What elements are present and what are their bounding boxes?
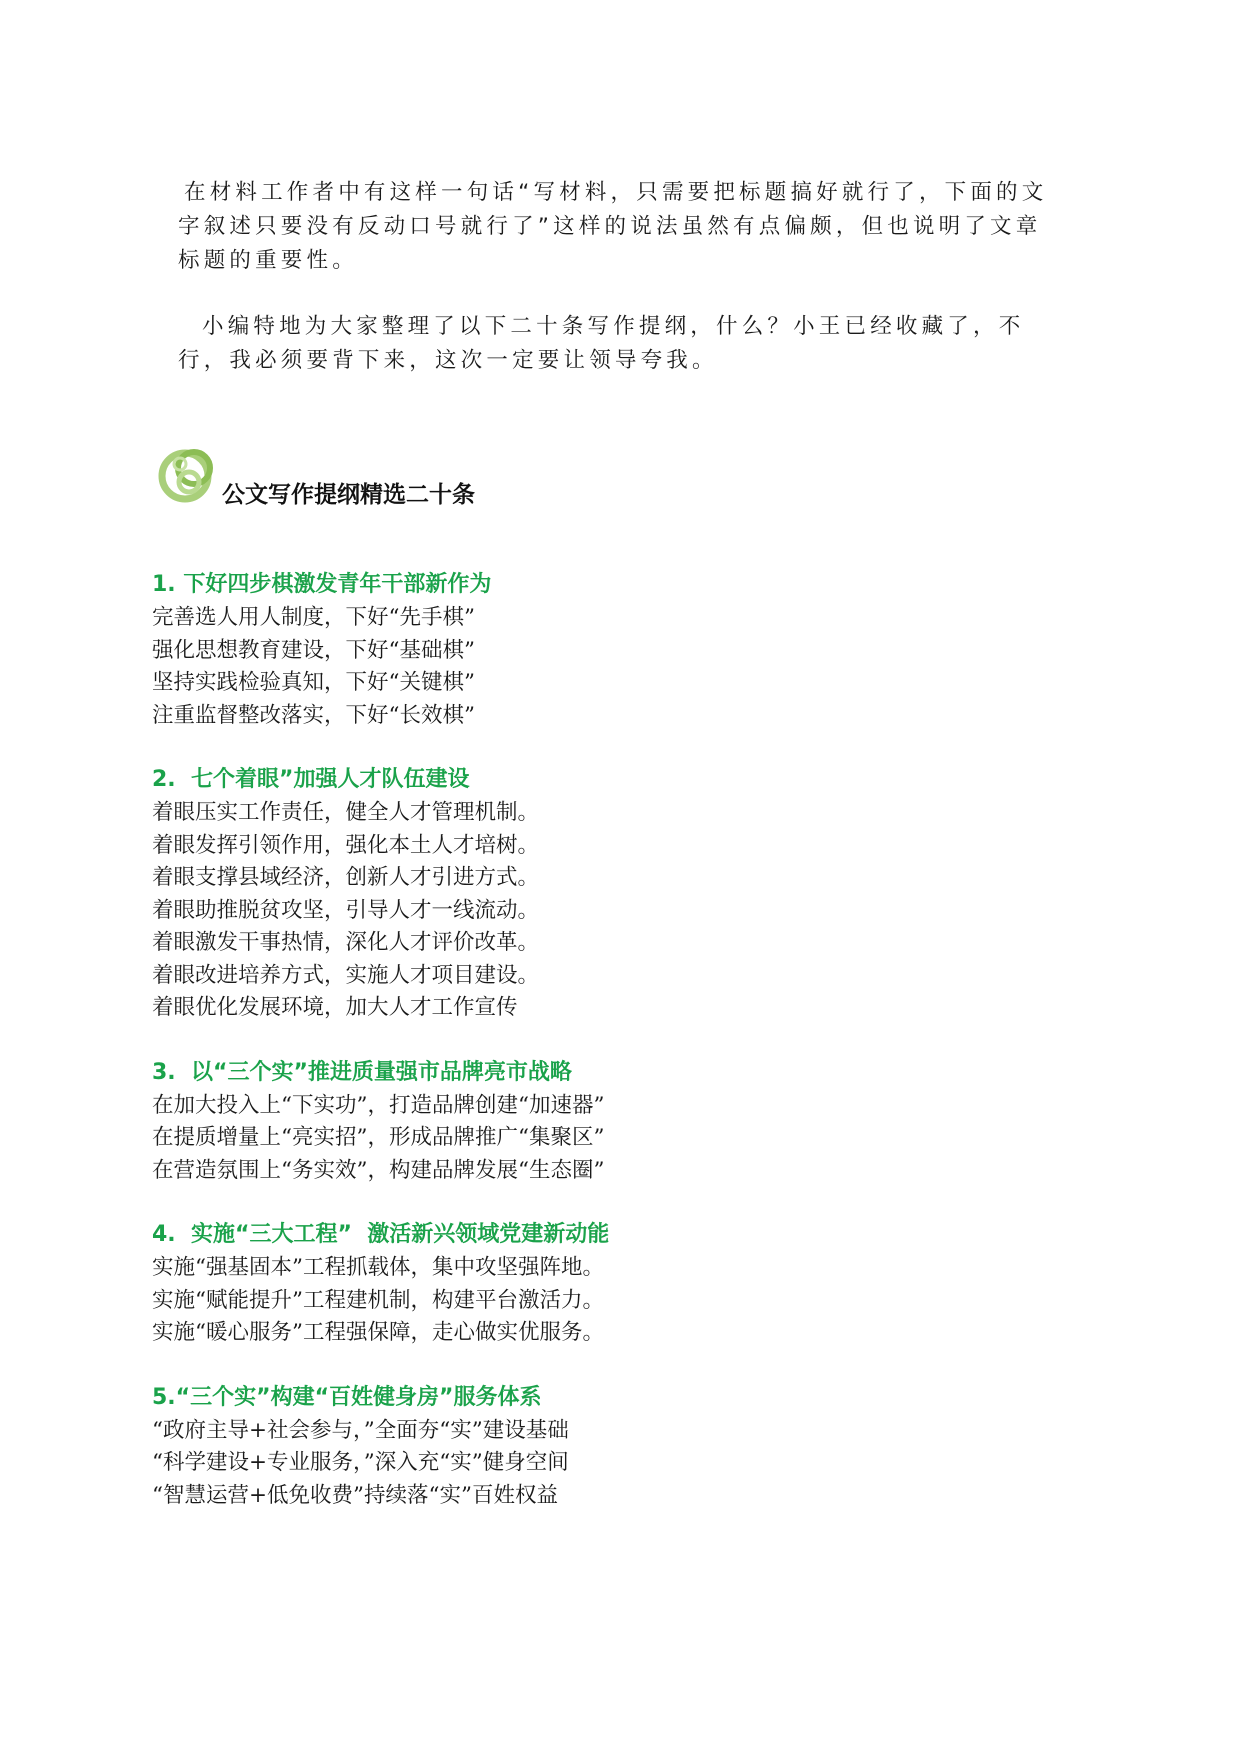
outline-item-lines bbox=[152, 1415, 1112, 1513]
outline-item-lines bbox=[152, 1090, 1112, 1188]
outline-line: 坚持实践检验真知，下好“关键棋” bbox=[152, 670, 475, 695]
outline-item-title: 3. 以“三个实”推进质量强市品牌亮市战略 bbox=[152, 1059, 572, 1085]
outline-line: 实施“赋能提升”工程建机制，构建平台激活力。 bbox=[152, 1287, 604, 1313]
outline-item-lines bbox=[152, 602, 1112, 732]
outline-line: 在加大投入上“下实功”，打造品牌创建“加速器” bbox=[152, 1092, 605, 1118]
outline-item bbox=[152, 1381, 1112, 1513]
outline-item-title: 1. 下好四步棋激发青年干部新作为 bbox=[152, 572, 492, 597]
outline-line: 着眼改进培养方式，实施人才项目建设。 bbox=[152, 962, 540, 988]
outline-line: 着眼激发干事热情，深化人才评价改革。 bbox=[152, 930, 540, 955]
outline-line: 实施“强基固本”工程抓载体，集中攻坚强阵地。 bbox=[152, 1255, 604, 1280]
outline-item-lines bbox=[152, 1252, 1112, 1350]
outline-line: 实施“暖心服务”工程强保障，走心做实优服务。 bbox=[152, 1320, 604, 1345]
outline-line: 着眼支撑县域经济，创新人才引进方式。 bbox=[152, 865, 540, 890]
intro-paragraph: 小编特地为大家整理了以下二十条写作提纲，什么？小王已经收藏了，不行，我必须要背下来，这次一定要让领导夸我。 bbox=[178, 314, 1025, 373]
intro-paragraph: 在材料工作者中有这样一句话“写材料，只需要把标题搞好就行了，下面的文字叙述只要没有反动口号就行了”这样的说法虽然有点偏颇，但也说明了文章标题的重要性。 bbox=[178, 180, 1048, 273]
outline-item bbox=[152, 1056, 1112, 1188]
outline-item bbox=[152, 1218, 1112, 1350]
outline-line: 完善选人用人制度，下好“先手棋” bbox=[152, 605, 475, 630]
outline-line: “科学建设+专业服务，”深入充“实”健身空间 bbox=[152, 1450, 569, 1475]
outline-line: “政府主导+社会参与，”全面夯“实”建设基础 bbox=[152, 1417, 569, 1443]
outline-line: 注重监督整改落实，下好“长效棋” bbox=[152, 702, 475, 728]
outline-item-title: 2. 七个着眼”加强人才队伍建设 bbox=[152, 767, 470, 792]
outline-line: 着眼助推脱贫攻坚，引导人才一线流动。 bbox=[152, 897, 540, 923]
outline-item-title: 4. 实施“三大工程” 激活新兴领域党建新动能 bbox=[152, 1222, 610, 1247]
outline-line: 在提质增量上“亮实招”，形成品牌推广“集聚区” bbox=[152, 1125, 605, 1150]
outline-line: 着眼压实工作责任，健全人才管理机制。 bbox=[152, 800, 540, 825]
outline-line: 在营造氛围上“务实效”，构建品牌发展“生态圈” bbox=[152, 1157, 605, 1183]
outline-item-lines bbox=[152, 797, 1112, 1025]
outline-list bbox=[152, 568, 1112, 1543]
outline-line: 着眼优化发展环境，加大人才工作宣传 bbox=[152, 995, 518, 1020]
outline-item bbox=[152, 763, 1112, 1025]
outline-line: “智慧运营+低免收费”持续落“实”百姓权益 bbox=[152, 1482, 558, 1508]
green-ring-icon bbox=[158, 442, 222, 514]
outline-line: 着眼发挥引领作用，强化本土人才培树。 bbox=[152, 832, 540, 858]
outline-item bbox=[152, 568, 1112, 732]
section-title: 公文写作提纲精选二十条 bbox=[222, 482, 475, 508]
section-header bbox=[158, 442, 758, 524]
outline-line: 强化思想教育建设，下好“基础棋” bbox=[152, 637, 475, 663]
outline-item-title: 5.“三个实”构建“百姓健身房”服务体系 bbox=[152, 1384, 542, 1410]
